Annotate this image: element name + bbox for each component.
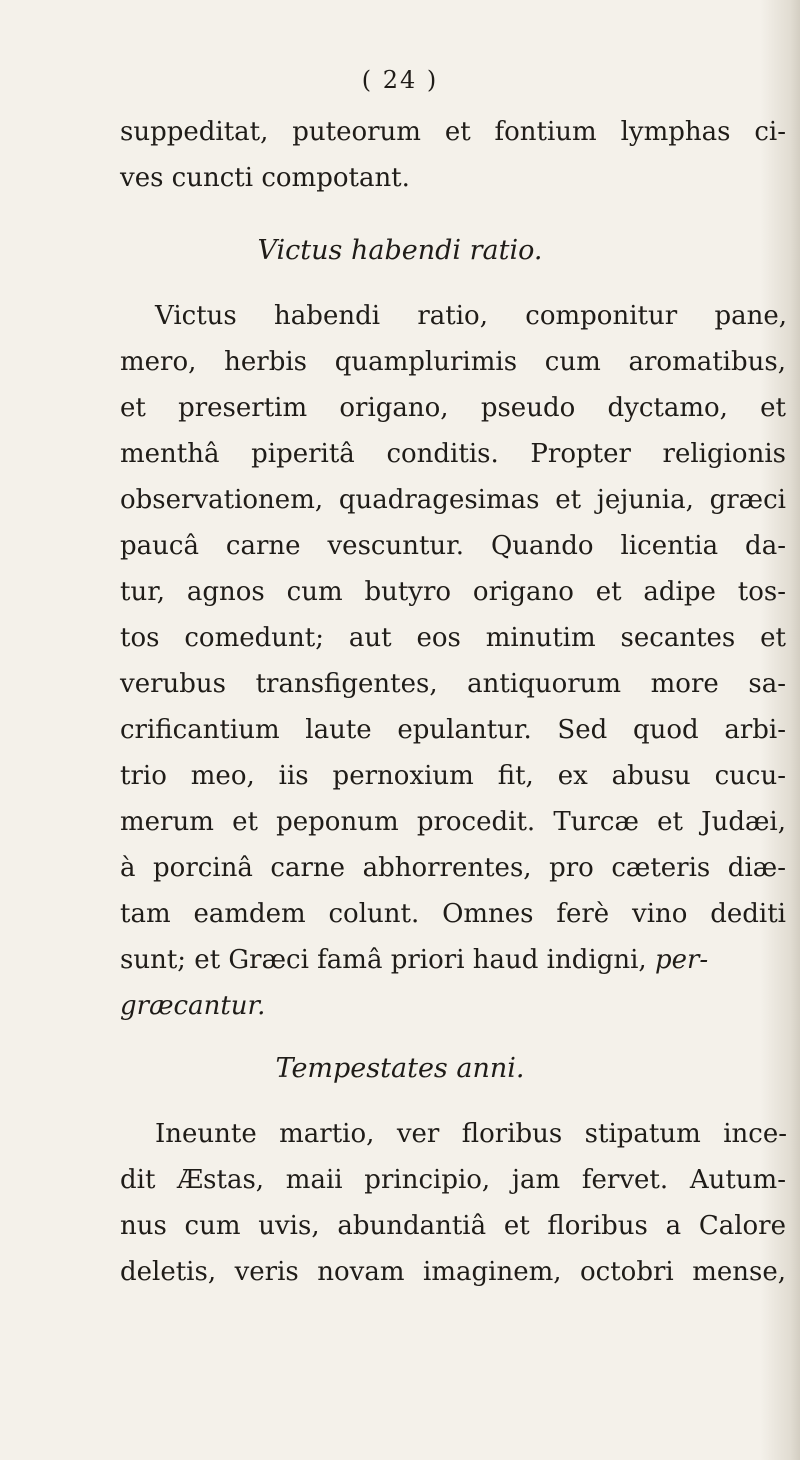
text-line: à porcinâ carne abhorrentes, pro cæteris diæ- xyxy=(120,853,786,883)
page-number: ( 24 ) xyxy=(361,66,439,94)
text-line: suppeditat, puteorum et fontium lymphas ci- xyxy=(120,117,786,147)
text-line: trio meo, iis pernoxium fit, ex abusu cucu- xyxy=(120,761,786,791)
text-line: tur, agnos cum butyro origano et adipe tos- xyxy=(120,577,786,607)
text-line: Ineunte martio, ver floribus stipatum ince- xyxy=(155,1119,787,1149)
text-line: nus cum uvis, abundantiâ et floribus a Calore xyxy=(120,1211,786,1241)
text-line: dit Æstas, maii principio, jam fervet. Autum- xyxy=(120,1165,786,1195)
section-heading-tempestates: Tempestates anni. xyxy=(275,1053,525,1084)
text-line: Victus habendi ratio, componitur pane, xyxy=(155,301,787,331)
text-line: et presertim origano, pseudo dyctamo, et xyxy=(120,393,786,423)
text-line-italic: græcantur. xyxy=(120,991,266,1021)
text-line xyxy=(120,943,790,977)
text-line: mero, herbis quamplurimis cum aromatibus, xyxy=(120,347,786,377)
text-line: paucâ carne vescuntur. Quando licentia da- xyxy=(120,531,786,561)
text-line: observationem, quadragesimas et jejunia, græci xyxy=(120,485,786,515)
text-line-main: sunt; et Græci famâ priori haud indigni, xyxy=(120,945,647,975)
section-heading-victus: Victus habendi ratio. xyxy=(257,235,543,266)
text-line: merum et peponum procedit. Turcæ et Judæi, xyxy=(120,807,786,837)
text-line: ves cuncti compotant. xyxy=(120,163,410,193)
text-line: crificantium laute epulantur. Sed quod arbi- xyxy=(120,715,786,745)
text-line: menthâ piperitâ conditis. Propter religionis xyxy=(120,439,786,469)
text-line: verubus transfigentes, antiquorum more sa- xyxy=(120,669,786,699)
text-line: tam eamdem colunt. Omnes ferè vino dediti xyxy=(120,899,786,929)
text-line: tos comedunt; aut eos minutim secantes et xyxy=(120,623,786,653)
text-italic-word: per- xyxy=(654,945,709,975)
text-line: deletis, veris novam imaginem, octobri mense, xyxy=(120,1257,786,1287)
